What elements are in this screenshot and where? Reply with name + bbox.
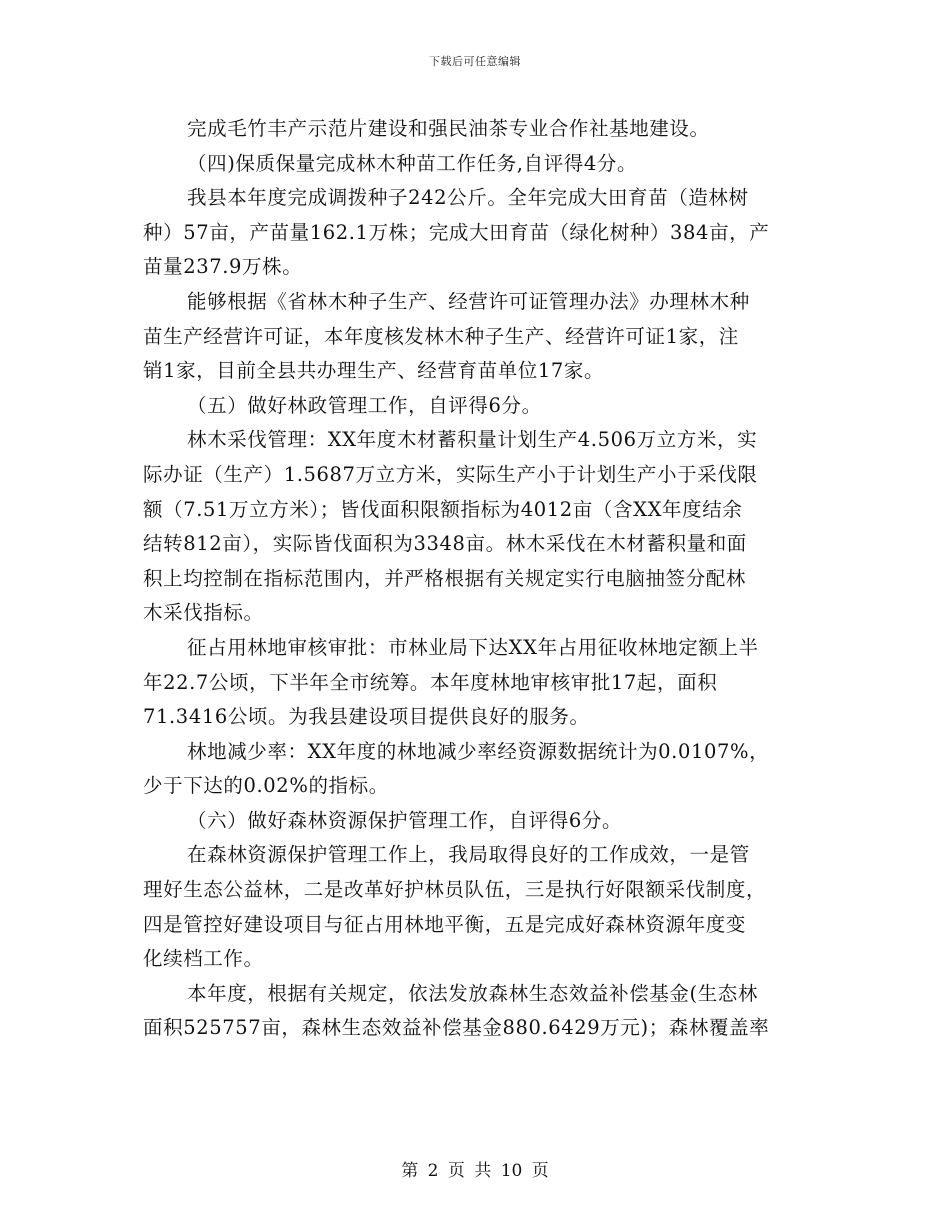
text-line: 结转812亩），实际皆伐面积为3348亩。林木采伐在木材蓄积量和面 [143,532,747,556]
text-line: 理好生态公益林，二是改革好护林员队伍，三是执行好限额采伐制度， [143,878,767,902]
text-line: （四)保质保量完成林木种苗工作任务,自评得4分。 [187,151,638,175]
text-line: 额（7.51万立方米）；皆伐面积限额指标为4012亩（含XX年度结余 [143,497,743,521]
text-line: 能够根据《省林木种子生产、经营许可证管理办法》办理林木种 [187,289,750,313]
page-header-note: 下载后可任意编辑 [429,55,521,68]
text-line: 我县本年度完成调拨种子242公斤。全年完成大田育苗（造林树 [187,186,749,210]
text-line: 面积525757亩，森林生态效益补偿基金880.6429万元)；森林覆盖率 [143,1016,770,1040]
document-body [143,112,811,1046]
text-line: （五）做好林政管理工作，自评得6分。 [187,393,542,417]
text-line: 四是管控好建设项目与征占用林地平衡，五是完成好森林资源年度变 [143,912,747,936]
text-line: 林地减少率：XX年度的林地减少率经资源数据统计为0.0107%， [187,739,770,763]
text-line: 在森林资源保护管理工作上，我局取得良好的工作成效，一是管 [187,843,750,867]
text-line: 完成毛竹丰产示范片建设和强民油茶专业合作社基地建设。 [187,117,710,140]
text-line: 征占用林地审核审批：市林业局下达XX年占用征收林地定额上半 [187,635,759,659]
text-line: 积上均控制在指标范围内，并严格根据有关规定实行电脑抽签分配林 [143,566,747,590]
text-line: 化续档工作。 [143,947,264,971]
text-line: 销1家，目前全县共办理生产、经营育苗单位17家。 [143,359,605,383]
text-line: 年22.7公顷，下半年全市统筹。本年度林地审核审批17起，面积 [143,670,718,694]
text-line: 种）57亩，产苗量162.1万株；完成大田育苗（绿化树种）384亩，产 [143,220,770,244]
text-line: 少于下达的0.02%的指标。 [143,774,389,798]
text-line: （六）做好森林资源保护管理工作，自评得6分。 [187,808,623,832]
text-line: 71.3416公顷。为我县建设项目提供良好的服务。 [143,705,590,729]
text-line: 木采伐指标。 [143,601,264,625]
text-line: 苗量237.9万株。 [143,255,303,279]
text-line: 际办证（生产）1.5687万立方米，实际生产小于计划生产小于采伐限 [143,462,758,486]
text-line: 林木采伐管理：XX年度木材蓄积量计划生产4.506万立方米，实 [187,428,758,452]
page-number-footer: 第 2 页 共 10 页 [401,1161,549,1181]
text-line: 本年度，根据有关规定，依法发放森林生态效益补偿基金(生态林 [187,981,759,1005]
text-line: 苗生产经营许可证，本年度核发林木种子生产、经营许可证1家，注 [143,324,739,348]
